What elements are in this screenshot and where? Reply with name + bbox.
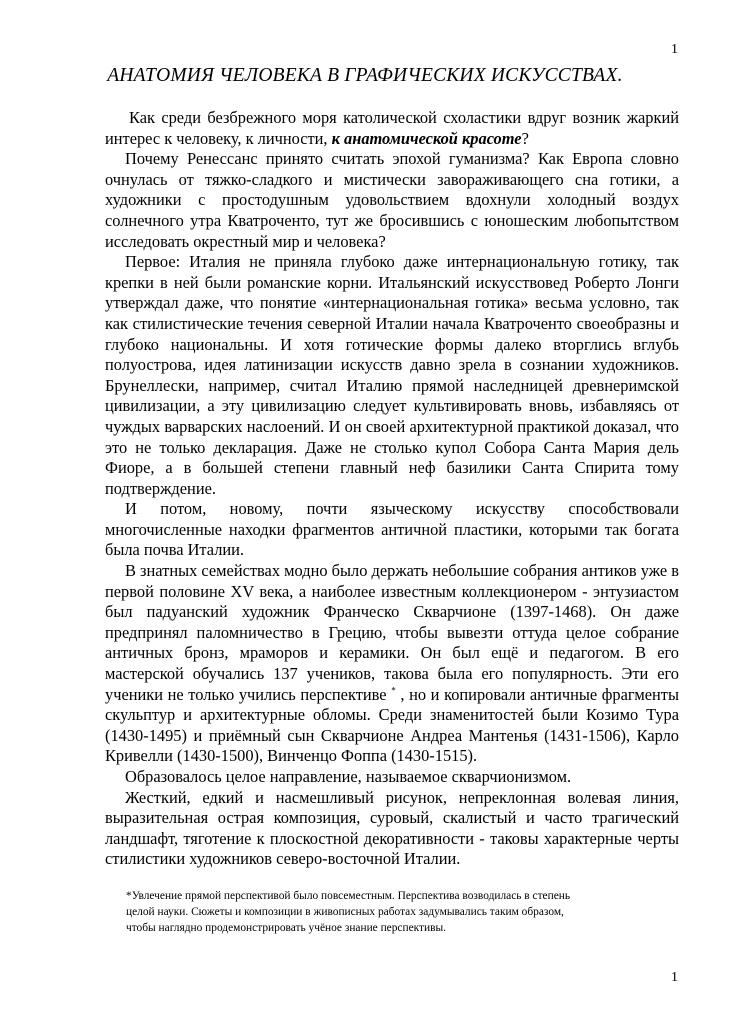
paragraph-2: Почему Ренессанс принято считать эпохой гуманизма? Как Европа словно очнулась от тяжко-сладкого и мистически завораживающего сна готики, а художники с простодушным удовольствием вдохнули холодный воздух солнечного утра Кватроченто, тут же бросившись с юношеским любопытством исследовать окрестный мир и человека? [105, 149, 679, 251]
paragraph-4: И потом, новому, почти языческому искусству способствовали многочисленные находки фрагментов античной пластики, которыми так богата была почва Италии. [105, 499, 679, 560]
footnote-marker: * [391, 685, 396, 696]
page-number-top: 1 [671, 42, 678, 57]
paragraph-1-emphasis: к анатомической красоте [331, 128, 522, 148]
paragraph-5-before: В знатных семействах модно было держать небольшие собрания антиков уже в первой половине XV века, а наиболее известным коллекционером - энтузиастом был падуанский художник Франческо Скварчионе (1397-1468). Он даже предпринял паломничество в Грецию, чтобы вывезти оттуда целое собрание античных бронз, мраморов и керамики. Он был ещё и педагогом. В его мастерской обучались 137 учеников, такова была его популярность. Эти его ученики не только учились перспективе [105, 561, 679, 704]
paragraph-7: Жесткий, едкий и насмешливый рисунок, непреклонная волевая линия, выразительная острая композиция, суровый, скалистый и часто трагический ландшафт, тяготение к плоскостной декоративности - таковы характерные черты стилистики художников северо-восточной Италии. [105, 787, 679, 869]
page-number-bottom: 1 [671, 970, 678, 985]
paragraph-1-text: Как среди безбрежного моря католической схоластики вдруг возник жаркий интерес к человеку, к личности, [105, 108, 679, 148]
paragraph-6: Образовалось целое направление, называемое скварчионизмом. [125, 767, 572, 786]
paragraph-1 [105, 108, 679, 149]
footnote-line-3: чтобы наглядно продемонстрировать учёное знание перспективы. [126, 921, 446, 934]
footnote-line-1: *Увлечение прямой перспективой было повсеместным. Перспектива возводилась в степень [126, 890, 571, 902]
paragraph-1-end: ? [521, 128, 529, 148]
footnote [126, 889, 646, 936]
footnote-line-2: целой науки. Сюжеты и композиции в живописных работах задумывались таким образом, [126, 905, 564, 918]
paragraph-5-after: , но и копировали античные фрагменты скульптур и архитектурные обломы. Среди знаменитостей были Козимо Тура (1430-1495) и приёмный сын Скварчионе Андреа Мантенья (1431-1506), Карло Кривелли (1430-1500), Винченцо Фоппа (1430-1515). [105, 684, 679, 766]
document-title: АНАТОМИЯ ЧЕЛОВЕКА В ГРАФИЧЕСКИХ ИСКУССТВАХ. [107, 65, 623, 86]
body-text [105, 108, 679, 870]
paragraph-3: Первое: Италия не приняла глубоко даже интернациональную готику, так крепки в ней были романские корни. Итальянский искусствовед Роберто Лонги утверждал даже, что понятие «интернациональная готика» весьма условно, так как стилистические течения северной Италии начала Кватроченто своеобразны и глубоко национальны. И хотя готические формы далеко вторглись вглубь полуострова, идея латинизации искусств давно зрела в сознании художников. Брунеллески, например, считал Италию прямой наследницей древнеримской цивилизации, а эту цивилизацию следует культивировать вновь, избавляясь от чуждых варварских наслоений. И он своей архитектурной практикой доказал, что это не только декларация. Даже не столько купол Собора Санта Мария дель Фиоре, а в большей степени главный неф базилики Санта Спирита тому подтверждение. [105, 252, 679, 498]
paragraph-5 [105, 561, 679, 767]
